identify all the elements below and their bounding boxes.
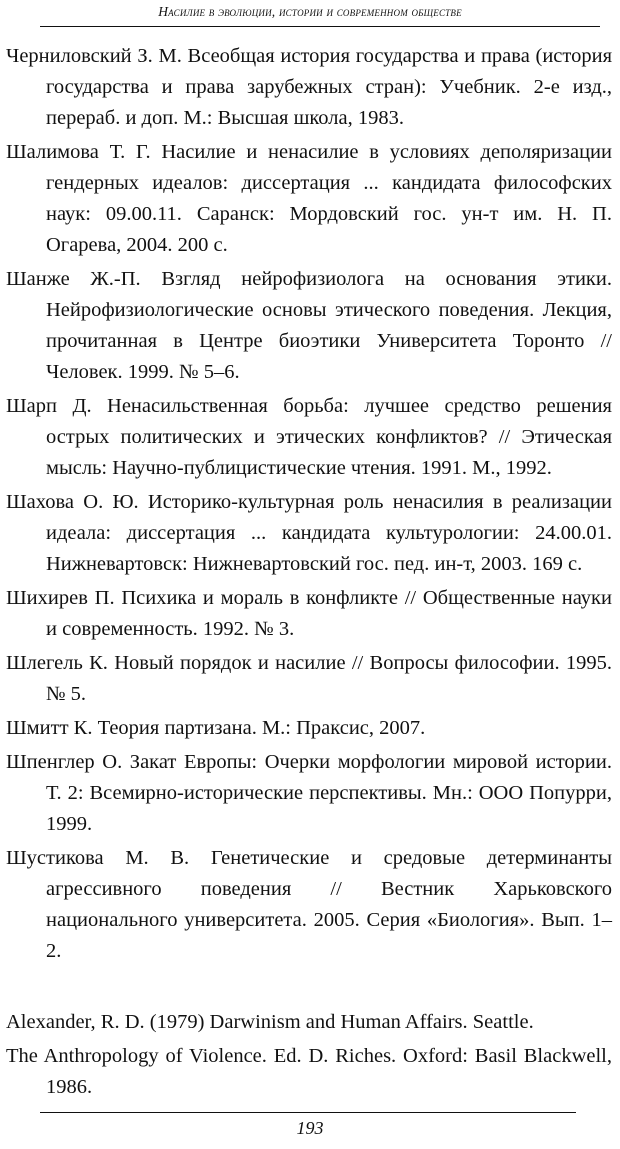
- bibliography-entry: Шмитт К. Теория партизана. М.: Праксис, 2007.: [6, 717, 426, 739]
- bibliography-entry: Шлегель К. Новый порядок и насилие // Вопросы философии. 1995. № 5.: [6, 652, 612, 705]
- footer-rule: [40, 1112, 576, 1113]
- header-rule: [40, 26, 600, 27]
- bibliography-entry: Шалимова Т. Г. Насилие и ненасилие в условиях деполяризации гендерных идеалов: диссертация ... кандидата философских наук: 09.00.11. Саранск: Мордовский гос. ун-т им. Н. П. Огарева, 2004. 200 с.: [6, 141, 612, 256]
- bibliography-entry: Alexander, R. D. (1979) Darwinism and Human Affairs. Seattle.: [6, 1011, 534, 1033]
- running-title: Насилие в эволюции, истории и современном обществе: [158, 4, 462, 19]
- bibliography-entry: Шарп Д. Ненасильственная борьба: лучшее средство решения острых политических и этических конфликтов? // Этическая мысль: Научно-публицистические чтения. 1991. М., 1992.: [6, 395, 612, 479]
- bibliography-entry: Шпенглер О. Закат Европы: Очерки морфологии мировой истории. Т. 2: Всемирно-исторические перспективы. Мн.: ООО Попурри, 1999.: [6, 751, 612, 835]
- bibliography-entry: The Anthropology of Violence. Ed. D. Riches. Oxford: Basil Blackwell, 1986.: [6, 1045, 612, 1098]
- bibliography-list-english: [6, 1007, 612, 1106]
- bibliography-entry: Шанже Ж.-П. Взгляд нейрофизиолога на основания этики. Нейрофизиологические основы этического поведения. Лекция, прочитанная в Центре биоэтики Университета Торонто // Человек. 1999. № 5–6.: [6, 268, 612, 383]
- bibliography-entry: Шихирев П. Психика и мораль в конфликте // Общественные науки и современность. 1992. № 3.: [6, 587, 612, 640]
- bibliography-entry: Шустикова М. В. Генетические и средовые детерминанты агрессивного поведения // Вестник Харьковского национального университета. 2005. Серия «Биология». Вып. 1–2.: [6, 847, 612, 962]
- page-number: 193: [296, 1118, 324, 1138]
- bibliography-entry: Шахова О. Ю. Историко-культурная роль ненасилия в реализации идеала: диссертация ... кандидата культурологии: 24.00.01. Нижневартовск: Нижневартовский гос. пед. ин-т, 2003. 169 с.: [6, 491, 612, 575]
- bibliography-entry: Черниловский З. М. Всеобщая история государства и права (история государства и права зарубежных стран): Учебник. 2-е изд., перераб. и доп. М.: Высшая школа, 1983.: [6, 45, 612, 129]
- bibliography-list-russian: [6, 41, 612, 970]
